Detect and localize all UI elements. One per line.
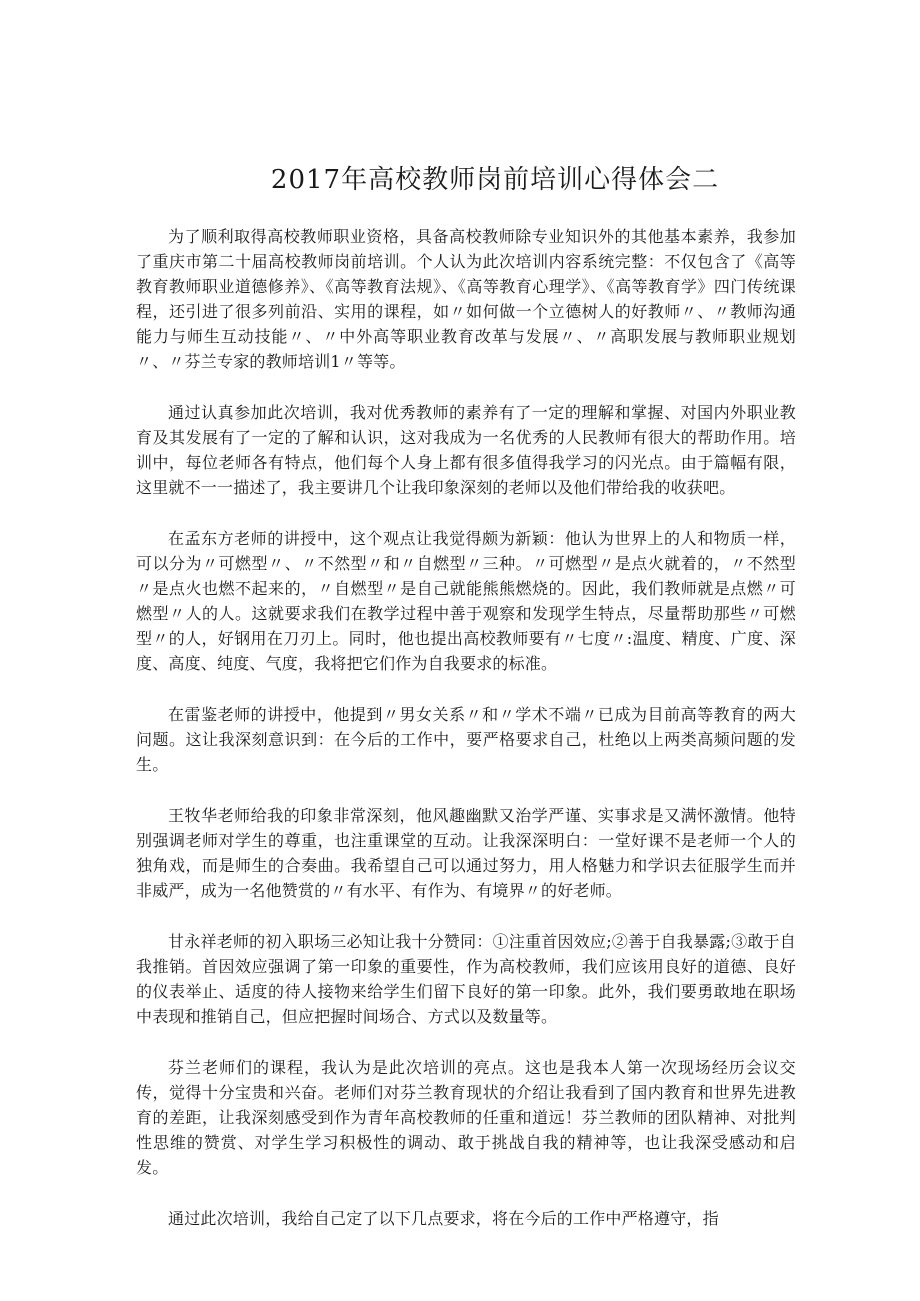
document-body (136, 224, 796, 1257)
paragraph-3: 在孟东方老师的讲授中，这个观点让我觉得颇为新颖：他认为世界上的人和物质一样，可以分为〃可燃型〃、〃不然型〃和〃自燃型〃三种。〃可燃型〃是点火就着的，〃不然型〃是点火也燃不起来的，〃自燃型〃是自己就能熊熊燃烧的。因此，我们教师就是点燃〃可燃型〃人的人。这就要求我们在教学过程中善于观察和发现学生特点，尽量帮助那些〃可燃型〃的人，好钢用在刀刃上。同时，他也提出高校教师要有〃七度〃:温度、精度、广度、深度、高度、纯度、气度，我将把它们作为自我要求的标准。 (136, 529, 796, 673)
paragraph-6: 甘永祥老师的初入职场三必知让我十分赞同：①注重首因效应;②善于自我暴露;③敢于自我推销。首因效应强调了第一印象的重要性，作为高校教师，我们应该用良好的道德、良好的仪表举止、适度的待人接物来给学生们留下良好的第一印象。此外，我们要勇敢地在职场中表现和推销自己，但应把握时间场合、方式以及数量等。 (136, 932, 796, 1026)
document-title: 2017年高校教师岗前培训心得体会二 (270, 165, 720, 195)
paragraph-2: 通过认真参加此次培训，我对优秀教师的素养有了一定的理解和掌握、对国内外职业教育及其发展有了一定的了解和认识，这对我成为一名优秀的人民教师有很大的帮助作用。培训中，每位老师各有特点，他们每个人身上都有很多值得我学习的闪光点。由于篇幅有限，这里就不一一描述了，我主要讲几个让我印象深刻的老师以及他们带给我的收获吧。 (136, 403, 796, 497)
paragraph-7: 芬兰老师们的课程，我认为是此次培训的亮点。这也是我本人第一次现场经历会议交传，觉得十分宝贵和兴奋。老师们对芬兰教育现状的介绍让我看到了国内教育和世界先进教育的差距，让我深刻感受到作为青年高校教师的任重和道远！芬兰教师的团队精神、对批判性思维的赞赏、对学生学习积极性的调动、敢于挑战自我的精神等，也让我深受感动和启发。 (136, 1058, 796, 1177)
paragraph-4: 在雷鉴老师的讲授中，他提到〃男女关系〃和〃学术不端〃已成为目前高等教育的两大问题。这让我深刻意识到：在今后的工作中，要严格要求自己，杜绝以上两类高频问题的发生。 (136, 705, 796, 774)
paragraph-1: 为了顺利取得高校教师职业资格，具备高校教师除专业知识外的其他基本素养，我参加了重庆市第二十届高校教师岗前培训。个人认为此次培训内容系统完整：不仅包含了《高等教育教师职业道德修养》、《高等教育法规》、《高等教育心理学》、《高等教育学》四门传统课程，还引进了很多列前沿、实用的课程，如〃如何做一个立德树人的好教师〃、〃教师沟通能力与师生互动技能〃、〃中外高等职业教育改革与发展〃、〃高职发展与教师职业规划〃、〃芬兰专家的教师培训1〃等等。 (136, 227, 796, 371)
paragraph-5: 王牧华老师给我的印象非常深刻，他风趣幽默又治学严谨、实事求是又满怀激情。他特别强调老师对学生的尊重，也注重课堂的互动。让我深深明白：一堂好课不是老师一个人的独角戏，而是师生的合奏曲。我希望自己可以通过努力，用人格魅力和学识去征服学生而并非威严，成为一名他赞赏的〃有水平、有作为、有境界〃的好老师。 (136, 806, 796, 900)
paragraph-8: 通过此次培训，我给自己定了以下几点要求，将在今后的工作中严格遵守，指 (168, 1209, 719, 1228)
